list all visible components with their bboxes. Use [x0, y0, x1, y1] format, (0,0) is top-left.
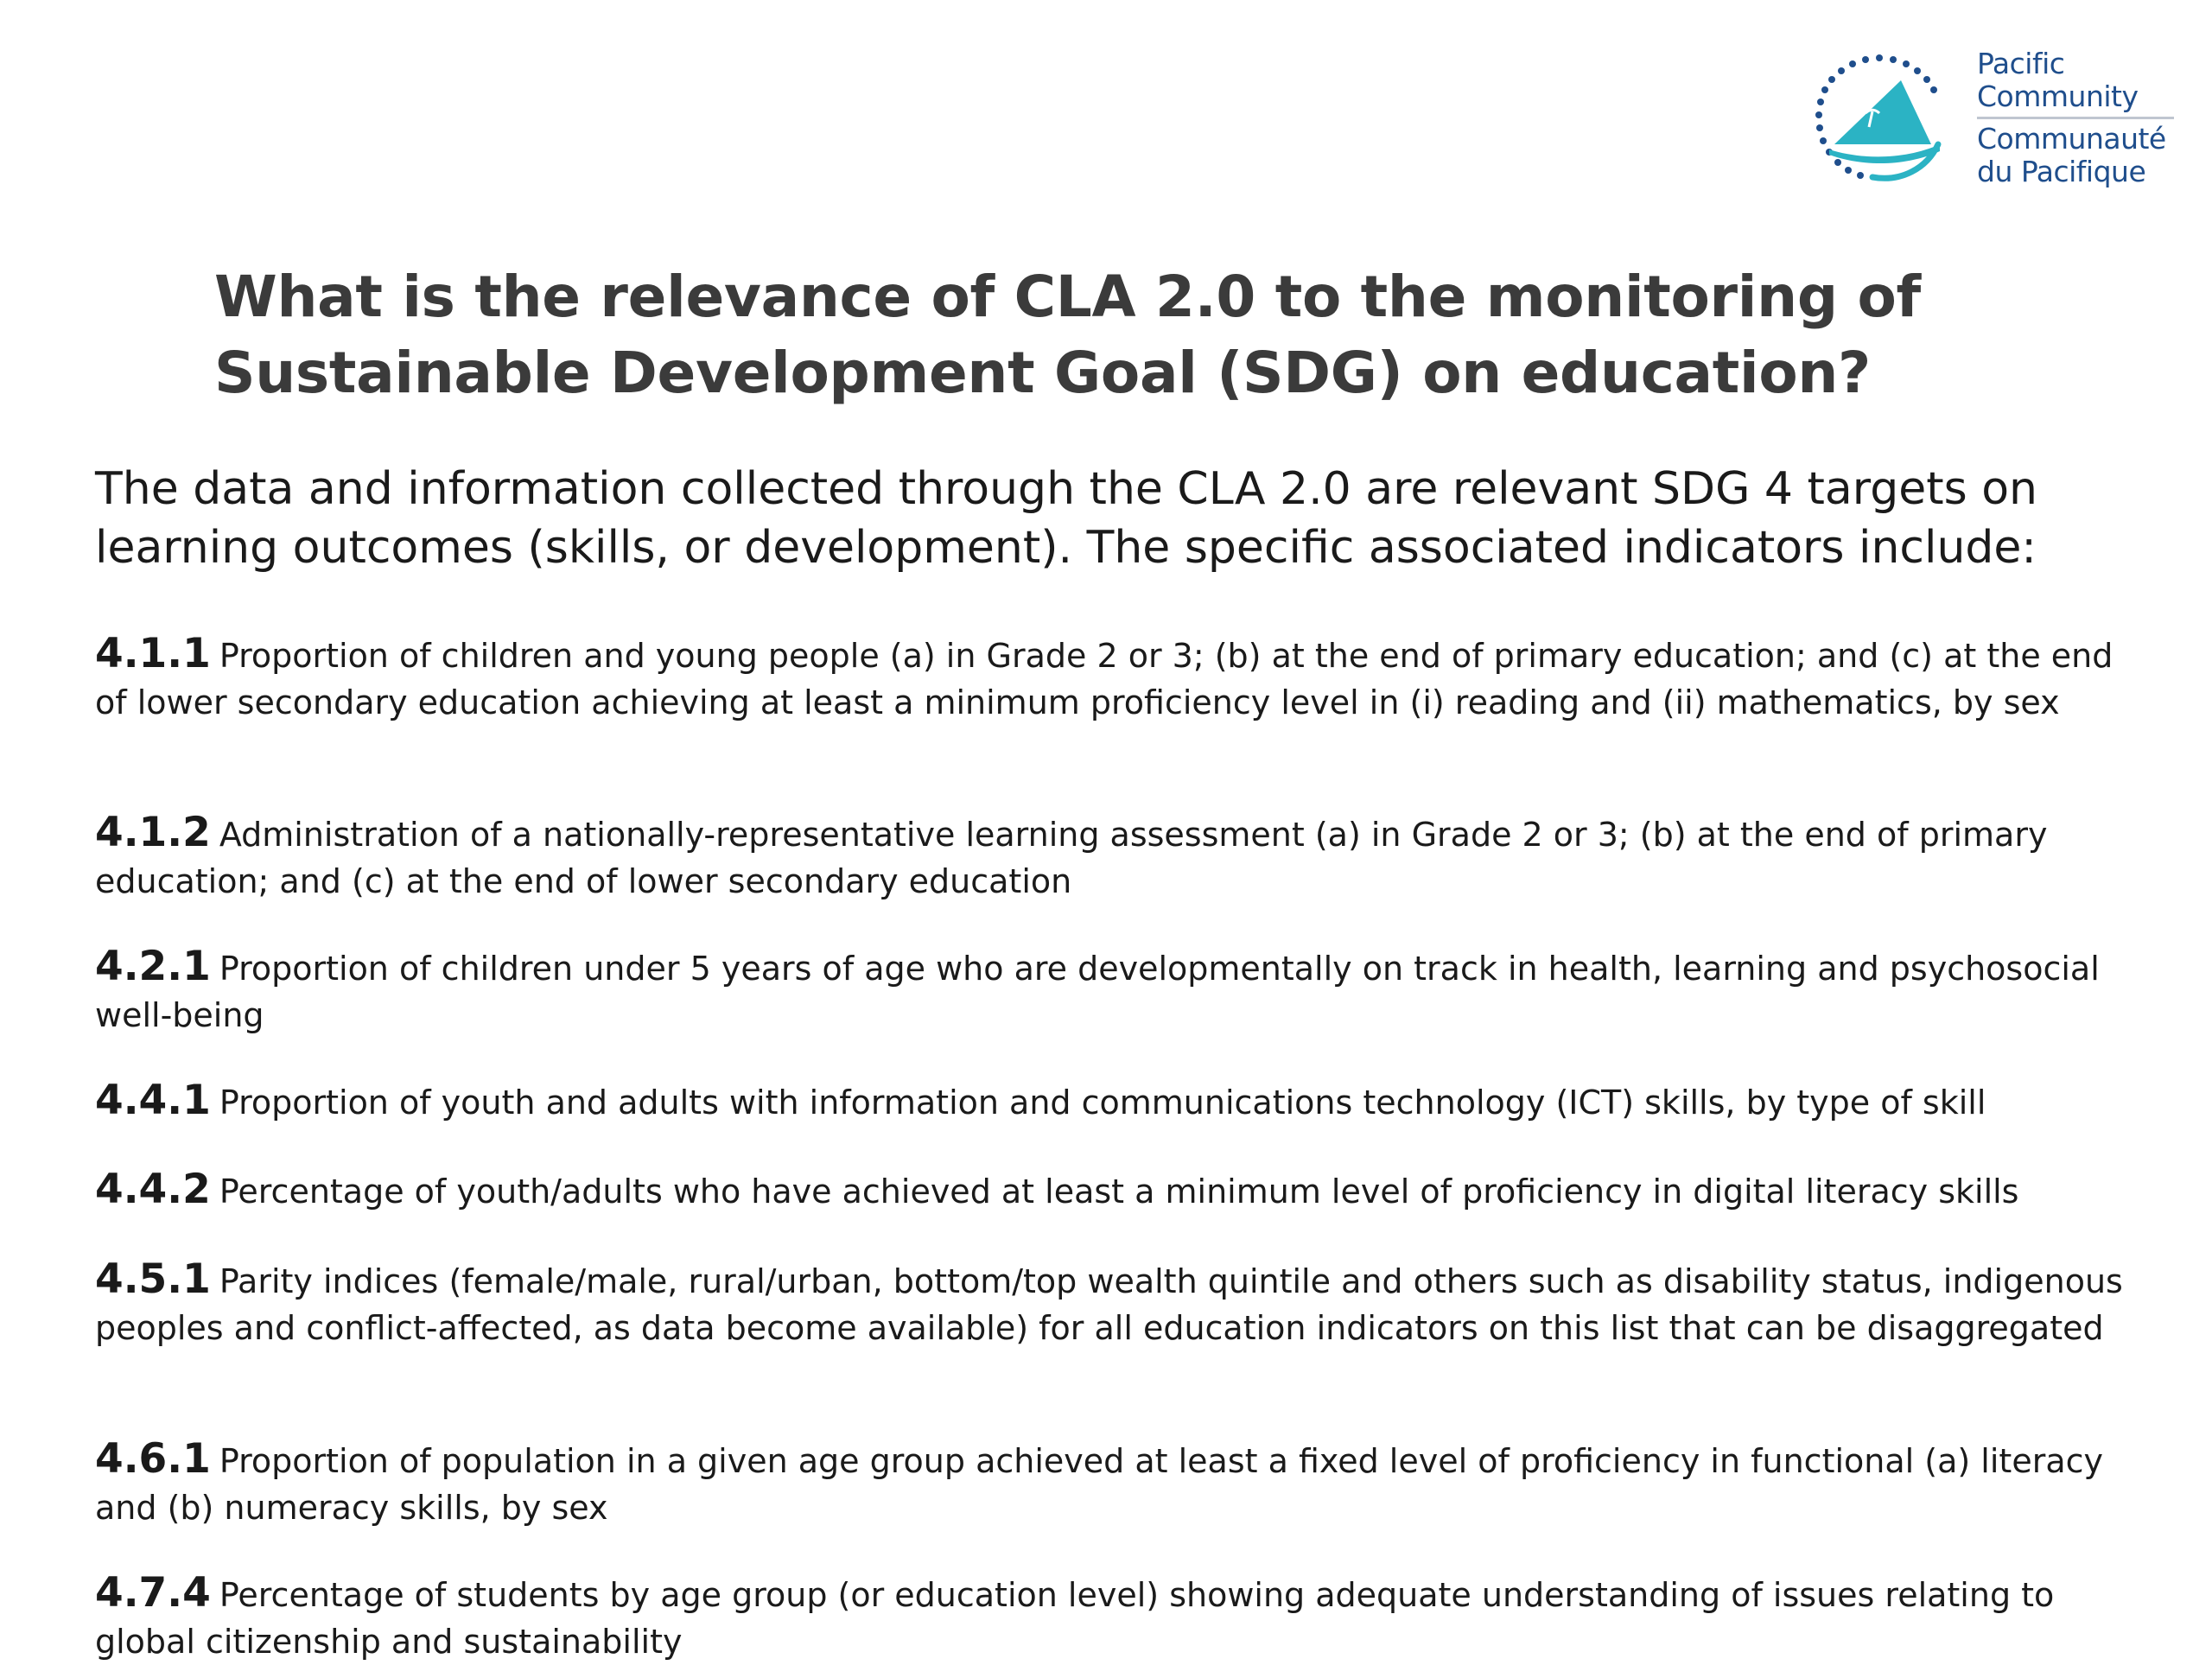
logo-wordmark — [1977, 48, 2202, 188]
logo-line-4: du Pacifique — [1977, 155, 2146, 188]
indicator-text: Administration of a nationally-representative learning assessment (a) in Grade 2 or 3; (b) at the end of primary education; and (c) at the end of lower secondary education — [95, 816, 2048, 900]
indicator-code: 4.2.1 — [95, 943, 211, 990]
indicator-item — [95, 1166, 2152, 1215]
indicator-code: 4.4.1 — [95, 1077, 211, 1124]
indicator-code: 4.4.2 — [95, 1166, 211, 1213]
intro-paragraph: The data and information collected through the CLA 2.0 are relevant SDG 4 targets on learning outcomes (skills, or development). The specific associated indicators include: — [95, 463, 2038, 574]
indicator-item — [95, 1256, 2152, 1351]
indicator-text: Proportion of youth and adults with information and communications technology (ICT) skills, by type of skill — [219, 1084, 1986, 1122]
logo-french — [1977, 119, 2202, 188]
indicator-text: Percentage of students by age group (or education level) showing adequate understanding of issues relating to global citizenship and sustainability — [95, 1576, 2055, 1661]
indicator-item — [95, 810, 2152, 905]
indicator-item — [95, 944, 2152, 1039]
indicator-code: 4.6.1 — [95, 1435, 211, 1483]
indicator-code: 4.5.1 — [95, 1255, 211, 1303]
indicator-item — [95, 1570, 2152, 1665]
indicator-code: 4.7.4 — [95, 1569, 211, 1617]
indicator-code: 4.1.2 — [95, 809, 211, 856]
indicator-text: Proportion of children and young people (a) in Grade 2 or 3; (b) at the end of primary education; and (c) at the end of lower secondary education achieving at least a minimum proficiency level in (i) reading and (ii) mathematics, by sex — [95, 637, 2113, 721]
indicator-code: 4.1.1 — [95, 630, 211, 677]
sail-emblem-icon — [1810, 48, 1948, 203]
logo-line-3: Communauté — [1977, 122, 2166, 156]
indicator-text: Proportion of children under 5 years of age who are developmentally on track in health, learning and psychosocial well-being — [95, 950, 2100, 1034]
indicator-text: Percentage of youth/adults who have achieved at least a minimum level of proficiency in digital literacy skills — [219, 1172, 2019, 1211]
logo-english — [1977, 48, 2174, 119]
indicator-text: Parity indices (female/male, rural/urban, bottom/top wealth quintile and others such as disability status, indigenous peoples and conflict-affected, as data become available) for all education indicators on this list that can be disaggregated — [95, 1262, 2123, 1347]
indicator-item — [95, 631, 2152, 726]
logo-line-2: Community — [1977, 79, 2139, 113]
pacific-community-logo — [1810, 48, 2190, 203]
indicator-text: Proportion of population in a given age group achieved at least a fixed level of proficiency in functional (a) literacy and (b) numeracy skills, by sex — [95, 1442, 2103, 1527]
indicator-item — [95, 1077, 2152, 1126]
indicator-item — [95, 1436, 2152, 1531]
page-heading: What is the relevance of CLA 2.0 to the monitoring of Sustainable Development Goal (SDG) on education? — [214, 264, 1921, 406]
logo-line-1: Pacific — [1977, 47, 2065, 80]
